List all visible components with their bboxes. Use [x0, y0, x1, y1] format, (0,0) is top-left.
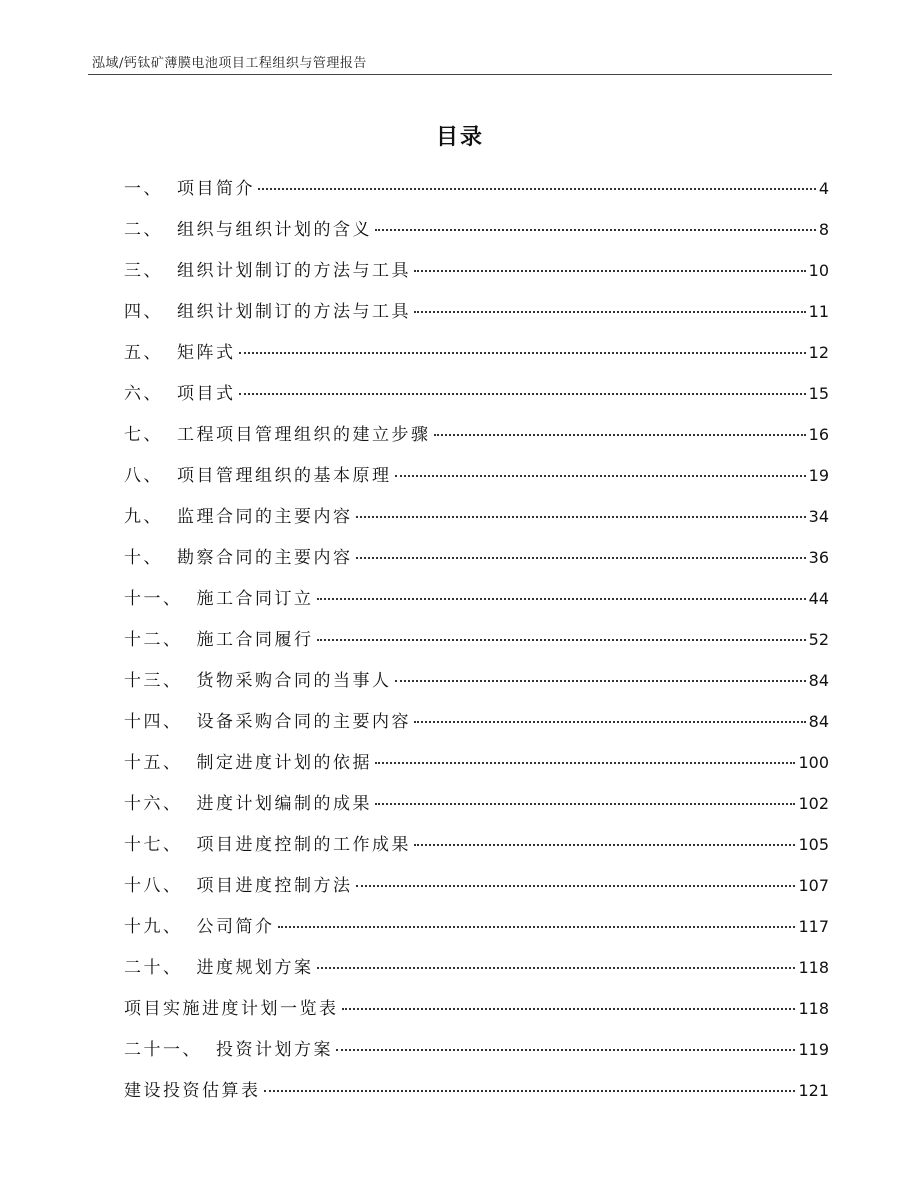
toc-dot-leader	[414, 844, 795, 846]
toc-entry-label: 施工合同订立	[196, 589, 314, 609]
toc-entry-page: 11	[808, 302, 829, 321]
toc-entry-label: 监理合同的主要内容	[177, 507, 353, 527]
toc-entry-number: 三、	[124, 261, 163, 281]
toc-entry-label: 项目进度控制的工作成果	[196, 835, 411, 855]
toc-entry-number: 十五、	[124, 753, 183, 773]
toc-entry-number: 十九、	[124, 917, 183, 937]
toc-entry-page: 102	[798, 794, 829, 813]
toc-entry-label: 项目进度控制方法	[196, 876, 353, 896]
toc-entry-page: 119	[798, 1040, 829, 1059]
toc-entry-page: 34	[808, 507, 829, 526]
toc-dot-leader	[414, 311, 806, 313]
toc-entry-page: 100	[798, 753, 829, 772]
toc-entry[interactable]	[124, 297, 829, 338]
toc-entry-label: 项目管理组织的基本原理	[177, 466, 392, 486]
toc-dot-leader	[239, 393, 806, 395]
toc-entry-label: 项目实施进度计划一览表	[124, 999, 339, 1019]
toc-entry-label: 工程项目管理组织的建立步骤	[177, 425, 431, 445]
toc-dot-leader	[342, 1008, 796, 1010]
toc-entry-number: 十四、	[124, 712, 183, 732]
toc-entry[interactable]	[124, 666, 829, 707]
toc-entry-label: 施工合同履行	[196, 630, 314, 650]
toc-entry-page: 4	[818, 179, 829, 198]
toc-entry[interactable]	[124, 256, 829, 297]
toc-entry-label: 设备采购合同的主要内容	[196, 712, 411, 732]
toc-entry-page: 52	[808, 630, 829, 649]
toc-entry-page: 10	[808, 261, 829, 280]
toc-entry-label: 项目式	[177, 384, 236, 404]
toc-entry-label: 公司简介	[196, 917, 275, 937]
toc-entry-number: 二十、	[124, 958, 183, 978]
toc-entry-page: 19	[808, 466, 829, 485]
toc-entry-label: 组织计划制订的方法与工具	[177, 302, 411, 322]
toc-entry-number: 九、	[124, 507, 163, 527]
toc-entry-page: 12	[808, 343, 829, 362]
toc-entry-page: 8	[818, 220, 829, 239]
toc-entry-number: 八、	[124, 466, 163, 486]
toc-entry-page: 84	[808, 671, 829, 690]
toc-dot-leader	[375, 803, 795, 805]
toc-dot-leader	[395, 475, 806, 477]
toc-entry-label: 货物采购合同的当事人	[196, 671, 392, 691]
toc-dot-leader	[258, 188, 816, 190]
toc-entry-page: 36	[808, 548, 829, 567]
toc-entry-number: 十六、	[124, 794, 183, 814]
toc-dot-leader	[356, 516, 806, 518]
toc-dot-leader	[264, 1090, 796, 1092]
toc-entry-number: 五、	[124, 343, 163, 363]
toc-entry-label: 投资计划方案	[216, 1040, 333, 1060]
toc-dot-leader	[356, 557, 806, 559]
toc-entry-number: 六、	[124, 384, 163, 404]
toc-entry[interactable]	[124, 1035, 829, 1076]
toc-entry-label: 进度规划方案	[196, 958, 314, 978]
toc-title: 目录	[435, 125, 484, 150]
toc-entry-page: 117	[798, 917, 829, 936]
toc-entry-number: 十三、	[124, 671, 183, 691]
toc-entry[interactable]	[124, 994, 829, 1035]
toc-entry[interactable]	[124, 420, 829, 461]
toc-dot-leader	[336, 1049, 795, 1051]
toc-entry-label: 矩阵式	[177, 343, 236, 363]
toc-dot-leader	[414, 721, 806, 723]
toc-entry-label: 建设投资估算表	[124, 1081, 261, 1101]
toc-dot-leader	[434, 434, 806, 436]
toc-dot-leader	[317, 598, 806, 600]
toc-entry-number: 十八、	[124, 876, 183, 896]
toc-entry-number: 二十一、	[124, 1040, 202, 1060]
toc-entry-label: 勘察合同的主要内容	[177, 548, 353, 568]
toc-entry-label: 组织计划制订的方法与工具	[177, 261, 411, 281]
toc-entry[interactable]	[124, 1076, 829, 1117]
toc-entry[interactable]	[124, 748, 829, 789]
toc-dot-leader	[414, 270, 806, 272]
toc-dot-leader	[317, 639, 806, 641]
toc-entry[interactable]	[124, 584, 829, 625]
toc-entry[interactable]	[124, 707, 829, 748]
running-header: 泓域/钙钛矿薄膜电池项目工程组织与管理报告	[92, 56, 367, 71]
header-divider	[88, 74, 832, 75]
toc-entry-page: 121	[798, 1081, 829, 1100]
toc-entry[interactable]	[124, 379, 829, 420]
toc-entry-page: 118	[798, 999, 829, 1018]
toc-entry[interactable]	[124, 625, 829, 666]
toc-dot-leader	[375, 762, 795, 764]
toc-entry[interactable]	[124, 953, 829, 994]
toc-entry-page: 84	[808, 712, 829, 731]
toc-entry[interactable]	[124, 461, 829, 502]
toc-entry-page: 15	[808, 384, 829, 403]
toc-entry-page: 44	[808, 589, 829, 608]
toc-entry-page: 107	[798, 876, 829, 895]
toc-entry-label: 项目简介	[177, 179, 255, 199]
toc-entry-number: 十二、	[124, 630, 183, 650]
toc-entry-number: 十七、	[124, 835, 183, 855]
toc-dot-leader	[375, 229, 816, 231]
toc-dot-leader	[317, 967, 796, 969]
toc-entry-page: 105	[798, 835, 829, 854]
toc-dot-leader	[278, 926, 796, 928]
toc-dot-leader	[356, 885, 796, 887]
toc-entry[interactable]	[124, 830, 829, 871]
toc-entry-number: 二、	[124, 220, 163, 240]
toc-entry-page: 16	[808, 425, 829, 444]
toc-entry-number: 一、	[124, 179, 163, 199]
toc-entry-number: 十、	[124, 548, 163, 568]
toc-entry-number: 七、	[124, 425, 163, 445]
toc-entry[interactable]	[124, 912, 829, 953]
toc-entry-number: 四、	[124, 302, 163, 322]
toc-entry[interactable]	[124, 871, 829, 912]
toc-entry[interactable]	[124, 502, 829, 543]
table-of-contents	[124, 174, 829, 1117]
toc-entry-label: 组织与组织计划的含义	[177, 220, 372, 240]
toc-entry-label: 制定进度计划的依据	[196, 753, 372, 773]
toc-entry[interactable]	[124, 174, 829, 215]
toc-dot-leader	[239, 352, 806, 354]
toc-entry[interactable]	[124, 543, 829, 584]
toc-entry-number: 十一、	[124, 589, 183, 609]
toc-entry-page: 118	[798, 958, 829, 977]
toc-dot-leader	[395, 680, 806, 682]
toc-entry-label: 进度计划编制的成果	[196, 794, 372, 814]
toc-entry[interactable]	[124, 789, 829, 830]
toc-entry[interactable]	[124, 338, 829, 379]
toc-entry[interactable]	[124, 215, 829, 256]
